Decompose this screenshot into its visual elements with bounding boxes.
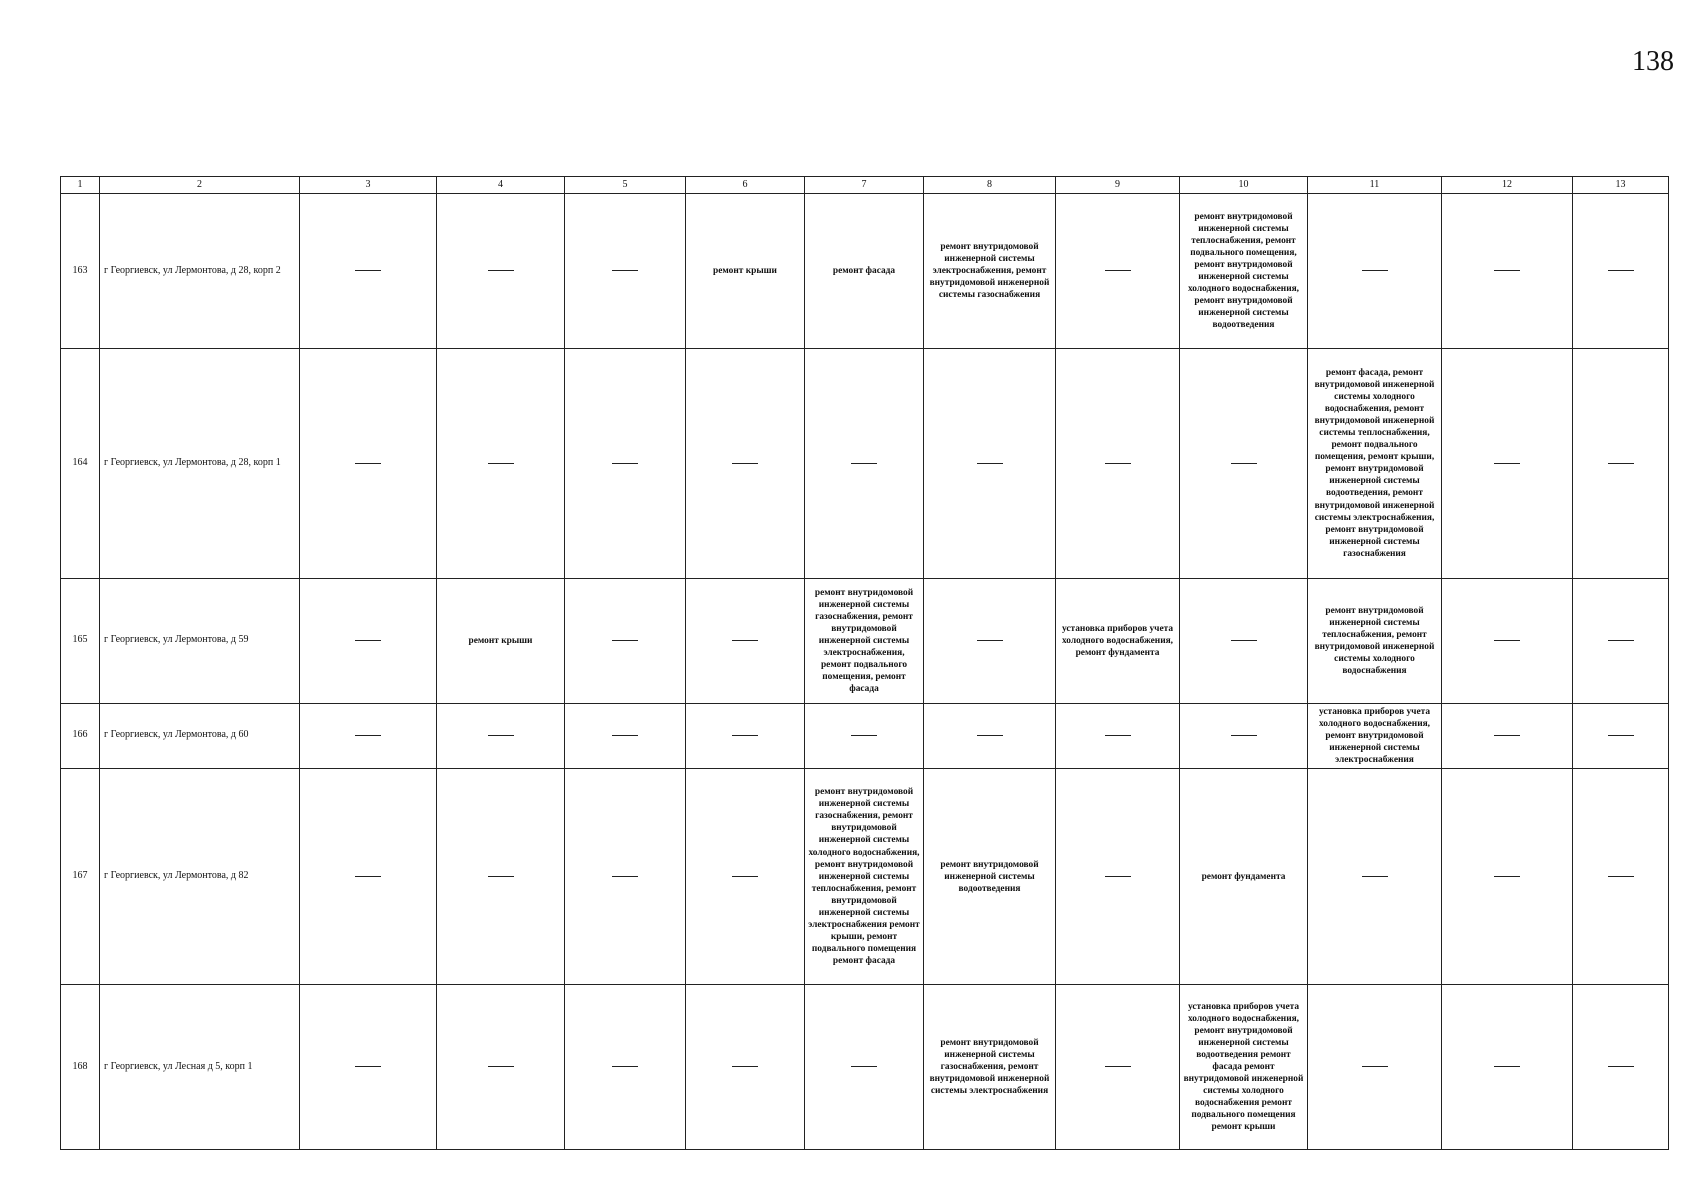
empty-cell [1442,194,1573,349]
dash-mark [1362,270,1388,271]
address-cell: г Георгиевск, ул Лесная д 5, корп 1 [100,985,300,1150]
empty-cell [924,578,1056,703]
dash-mark [732,640,758,641]
address-cell: г Георгиевск, ул Лермонтова, д 82 [100,769,300,985]
dash-mark [1608,1066,1634,1067]
column-number: 3 [300,177,437,194]
dash-mark [732,463,758,464]
empty-cell [924,348,1056,578]
work-cell: ремонт крыши [686,194,805,349]
empty-cell [565,985,686,1150]
dash-mark [1608,876,1634,877]
empty-cell [565,703,686,768]
empty-cell [686,578,805,703]
work-cell: ремонт фундамента [1180,769,1308,985]
column-number: 12 [1442,177,1573,194]
empty-cell [1180,578,1308,703]
empty-cell [1056,348,1180,578]
dash-mark [1494,1066,1520,1067]
empty-cell [437,703,565,768]
table-row [61,578,1669,703]
header-row [61,177,1669,194]
empty-cell [805,348,924,578]
table-row [61,703,1669,768]
empty-cell [565,348,686,578]
empty-cell [565,769,686,985]
empty-cell [686,348,805,578]
table-row [61,985,1669,1150]
dash-mark [1231,463,1257,464]
dash-mark [488,876,514,877]
column-number: 4 [437,177,565,194]
work-cell: ремонт внутридомовой инженерной системы теплоснабжения, ремонт внутридомовой инженерной системы холодного водоснабжения [1308,578,1442,703]
address-cell: г Георгиевск, ул Лермонтова, д 59 [100,578,300,703]
empty-cell [1573,769,1669,985]
address-cell: г Георгиевск, ул Лермонтова, д 60 [100,703,300,768]
empty-cell [1308,769,1442,985]
dash-mark [612,640,638,641]
dash-mark [851,463,877,464]
dash-mark [1105,735,1131,736]
dash-mark [732,1066,758,1067]
page-number: 138 [1632,46,1674,77]
empty-cell [1056,194,1180,349]
empty-cell [1573,348,1669,578]
address-cell: г Георгиевск, ул Лермонтова, д 28, корп 1 [100,348,300,578]
work-cell: ремонт фасада [805,194,924,349]
empty-cell [1308,985,1442,1150]
empty-cell [437,985,565,1150]
dash-mark [1362,876,1388,877]
dash-mark [1362,1066,1388,1067]
empty-cell [1180,703,1308,768]
dash-mark [1231,640,1257,641]
column-number: 1 [61,177,100,194]
dash-mark [488,1066,514,1067]
dash-mark [612,1066,638,1067]
dash-mark [355,270,381,271]
dash-mark [977,463,1003,464]
work-cell: ремонт внутридомовой инженерной системы водоотведения [924,769,1056,985]
empty-cell [565,194,686,349]
dash-mark [355,640,381,641]
row-number: 165 [61,578,100,703]
empty-cell [1308,194,1442,349]
dash-mark [1608,735,1634,736]
work-cell: ремонт внутридомовой инженерной системы газоснабжения, ремонт внутридомовой инженерной системы холодного водоснабжения, ремонт внутридомовой инженерной системы теплоснабжения, ремонт внутридомовой инженерной системы электроснабжения ремонт крыши, ремонт подвального помещения ремонт фасада [805,769,924,985]
address-cell: г Георгиевск, ул Лермонтова, д 28, корп 2 [100,194,300,349]
empty-cell [300,578,437,703]
dash-mark [1494,735,1520,736]
table-row [61,769,1669,985]
empty-cell [300,348,437,578]
work-cell: ремонт внутридомовой инженерной системы газоснабжения, ремонт внутридомовой инженерной системы электроснабжения [924,985,1056,1150]
empty-cell [300,985,437,1150]
work-cell: ремонт крыши [437,578,565,703]
work-cell: ремонт внутридомовой инженерной системы теплоснабжения, ремонт подвального помещения, ремонт внутридомовой инженерной системы холодного водоснабжения, ремонт внутридомовой инженерной системы водоотведения [1180,194,1308,349]
empty-cell [1573,985,1669,1150]
row-number: 168 [61,985,100,1150]
table-row [61,194,1669,349]
column-number: 11 [1308,177,1442,194]
table-row [61,348,1669,578]
dash-mark [355,1066,381,1067]
row-number: 164 [61,348,100,578]
dash-mark [488,270,514,271]
empty-cell [805,985,924,1150]
dash-mark [612,876,638,877]
empty-cell [300,769,437,985]
column-number: 2 [100,177,300,194]
work-cell: установка приборов учета холодного водоснабжения, ремонт внутридомовой инженерной системы водоотведения ремонт фасада ремонт внутридомовой инженерной системы холодного водоснабжения ремонт подвального помещения ремонт крыши [1180,985,1308,1150]
empty-cell [924,703,1056,768]
dash-mark [851,735,877,736]
dash-mark [851,1066,877,1067]
work-cell: ремонт внутридомовой инженерной системы газоснабжения, ремонт внутридомовой инженерной системы электроснабжения, ремонт подвального помещения, ремонт фасада [805,578,924,703]
dash-mark [1494,463,1520,464]
dash-mark [1494,640,1520,641]
empty-cell [437,348,565,578]
dash-mark [1105,876,1131,877]
empty-cell [1442,985,1573,1150]
empty-cell [1573,194,1669,349]
empty-cell [805,703,924,768]
dash-mark [1494,876,1520,877]
dash-mark [1105,1066,1131,1067]
dash-mark [977,640,1003,641]
dash-mark [977,735,1003,736]
empty-cell [1442,703,1573,768]
column-number: 7 [805,177,924,194]
dash-mark [488,735,514,736]
dash-mark [1608,270,1634,271]
empty-cell [300,194,437,349]
empty-cell [686,769,805,985]
dash-mark [355,735,381,736]
dash-mark [1231,735,1257,736]
row-number: 163 [61,194,100,349]
row-number: 166 [61,703,100,768]
dash-mark [355,463,381,464]
empty-cell [1573,703,1669,768]
dash-mark [612,463,638,464]
work-cell: установка приборов учета холодного водоснабжения, ремонт фундамента [1056,578,1180,703]
empty-cell [300,703,437,768]
empty-cell [565,578,686,703]
empty-cell [437,194,565,349]
empty-cell [437,769,565,985]
column-number: 6 [686,177,805,194]
empty-cell [686,703,805,768]
empty-cell [1442,348,1573,578]
work-cell: ремонт внутридомовой инженерной системы электроснабжения, ремонт внутридомовой инженерной системы газоснабжения [924,194,1056,349]
dash-mark [355,876,381,877]
dash-mark [1105,463,1131,464]
work-cell: установка приборов учета холодного водоснабжения, ремонт внутридомовой инженерной системы электроснабжения [1308,703,1442,768]
work-cell: ремонт фасада, ремонт внутридомовой инженерной системы холодного водоснабжения, ремонт внутридомовой инженерной системы теплоснабжения, ремонт подвального помещения, ремонт крыши, ремонт внутридомовой инженерной системы водоотведения, ремонт внутридомовой инженерной системы электроснабжения, ремонт внутридомовой инженерной системы газоснабжения [1308,348,1442,578]
dash-mark [1494,270,1520,271]
empty-cell [686,985,805,1150]
empty-cell [1442,769,1573,985]
row-number: 167 [61,769,100,985]
column-number: 10 [1180,177,1308,194]
empty-cell [1442,578,1573,703]
empty-cell [1056,985,1180,1150]
dash-mark [488,463,514,464]
dash-mark [732,876,758,877]
column-number: 8 [924,177,1056,194]
dash-mark [1105,270,1131,271]
column-number: 5 [565,177,686,194]
dash-mark [1608,640,1634,641]
empty-cell [1573,578,1669,703]
empty-cell [1180,348,1308,578]
column-number: 9 [1056,177,1180,194]
dash-mark [1608,463,1634,464]
dash-mark [612,735,638,736]
column-number: 13 [1573,177,1669,194]
dash-mark [612,270,638,271]
empty-cell [1056,769,1180,985]
repair-schedule-table [60,176,1669,1150]
dash-mark [732,735,758,736]
empty-cell [1056,703,1180,768]
